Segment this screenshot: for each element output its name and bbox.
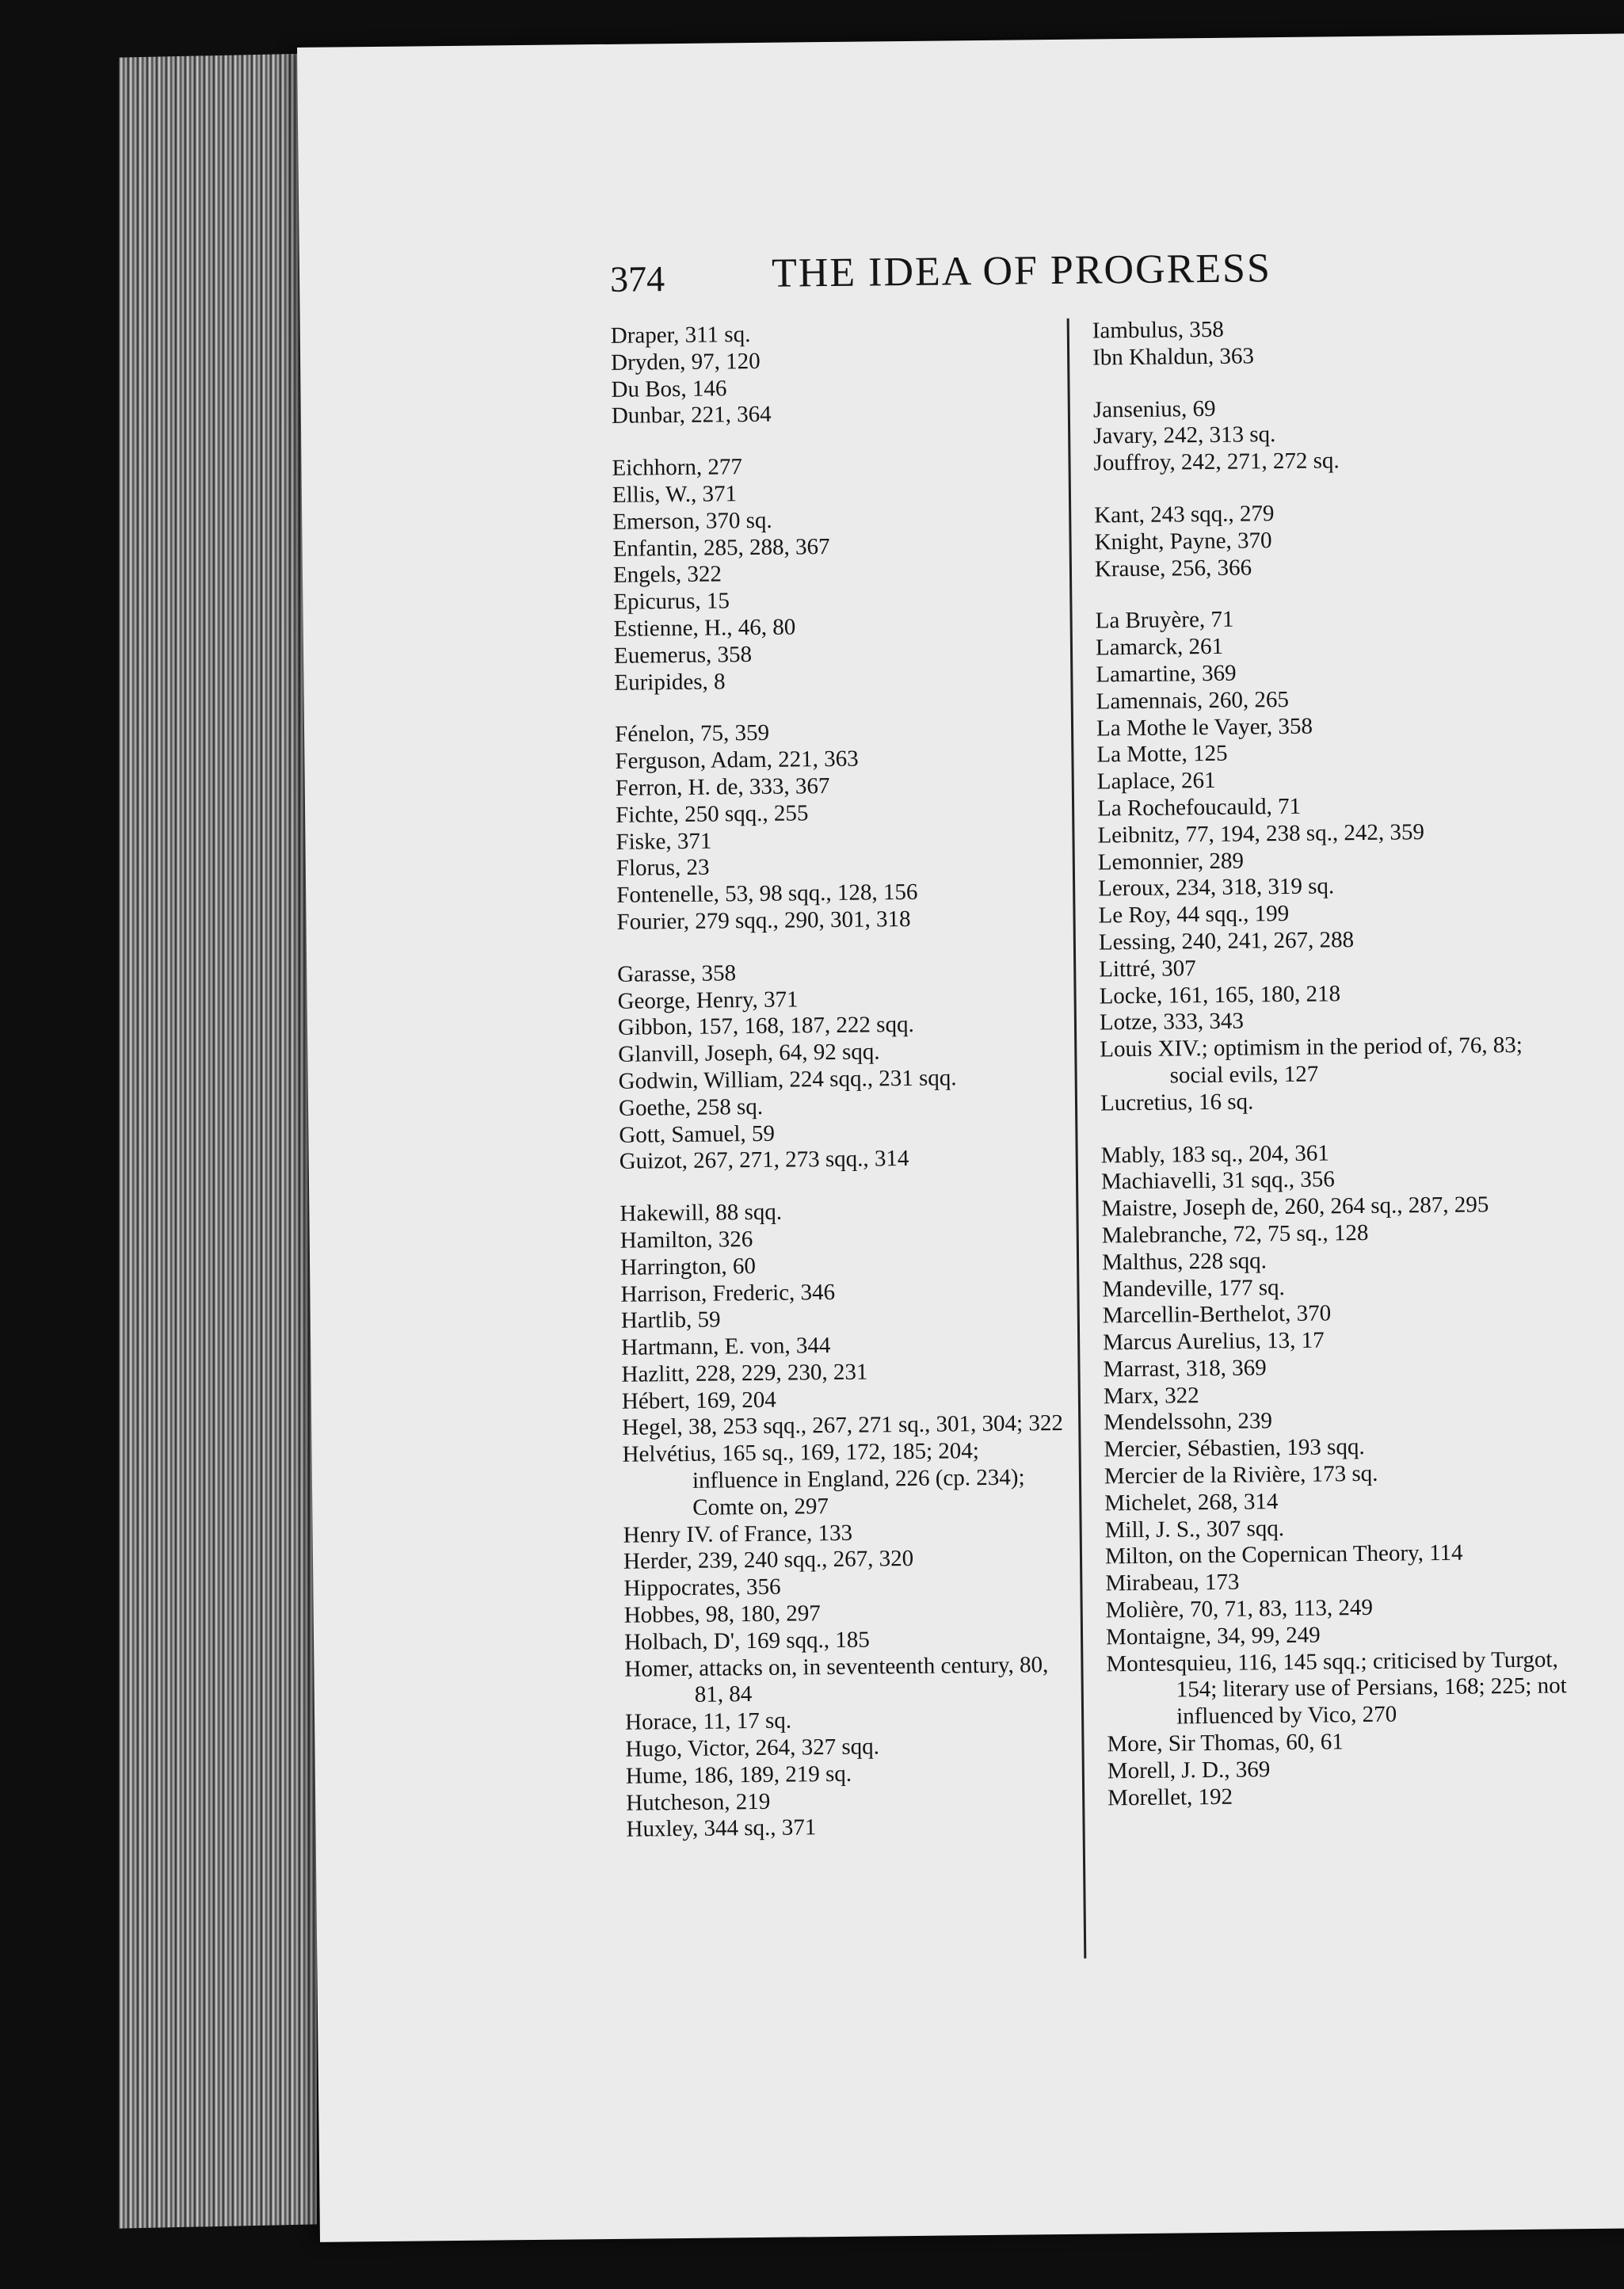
index-entry: Morell, J. D., 369 <box>1107 1757 1271 1784</box>
book-page <box>297 33 1624 2242</box>
index-entry: Gott, Samuel, 59 <box>619 1120 776 1148</box>
column-divider <box>1067 319 1087 1959</box>
index-entry: Jansenius, 69 <box>1092 395 1216 423</box>
index-entry: Marx, 322 <box>1103 1382 1199 1410</box>
index-entry: Mercier, Sébastien, 193 sqq. <box>1104 1434 1365 1463</box>
index-entry: Marcellin-Berthelot, 370 <box>1102 1300 1332 1329</box>
index-entry: Hamilton, 326 <box>619 1226 753 1253</box>
index-entry: Locke, 161, 165, 180, 218 <box>1099 980 1341 1009</box>
index-entry: Mirabeau, 173 <box>1105 1569 1240 1597</box>
index-entry: La Rochefoucauld, 71 <box>1096 793 1302 822</box>
index-entry: Harrington, 60 <box>619 1253 757 1280</box>
index-entry: Guizot, 267, 271, 273 sqq., 314 <box>619 1146 909 1175</box>
index-entry: Mably, 183 sq., 204, 361 <box>1100 1139 1329 1168</box>
index-entry: Lamennais, 260, 265 <box>1096 686 1290 715</box>
index-entry: Milton, on the Copernican Theory, 114 <box>1104 1540 1463 1570</box>
index-entry: La Bruyère, 71 <box>1095 607 1234 634</box>
index-entry: Jouffroy, 242, 271, 272 sq. <box>1093 448 1340 476</box>
index-column-right <box>1092 313 1584 1812</box>
index-entry: Malebranche, 72, 75 sq., 128 <box>1101 1219 1369 1249</box>
index-entry: Enfantin, 285, 288, 367 <box>612 533 830 562</box>
index-entry: Ellis, W., 371 <box>612 481 738 508</box>
index-entry: Iambulus, 358 <box>1092 316 1224 344</box>
index-entry: Du Bos, 146 <box>611 375 727 402</box>
index-entry: Hobbes, 98, 180, 297 <box>623 1600 822 1628</box>
book-page-edges <box>119 53 317 2228</box>
index-entry: More, Sir Thomas, 60, 61 <box>1107 1729 1344 1757</box>
index-entry: Ferron, H. de, 333, 367 <box>615 773 830 801</box>
page-number: 374 <box>609 258 665 299</box>
index-entry: Hébert, 169, 204 <box>621 1387 776 1414</box>
index-entry: La Mothe le Vayer, 358 <box>1096 713 1313 742</box>
index-entry: Hippocrates, 356 <box>623 1574 781 1602</box>
index-column-left <box>611 319 1070 1844</box>
index-entry: Lucretius, 16 sq. <box>1100 1089 1254 1116</box>
index-entry: Lemonnier, 289 <box>1097 848 1245 876</box>
index-entry: Florus, 23 <box>616 854 710 882</box>
index-entry: Mill, J. S., 307 sqq. <box>1104 1515 1285 1543</box>
index-entry: Emerson, 370 sq. <box>612 507 772 535</box>
index-entry: Lamartine, 369 <box>1096 660 1237 688</box>
index-entry: Dunbar, 221, 364 <box>611 402 772 429</box>
index-entry: Krause, 256, 366 <box>1094 554 1252 582</box>
index-entry: Javary, 242, 313 sq. <box>1093 422 1276 449</box>
index-entry: Morellet, 192 <box>1107 1784 1233 1811</box>
index-entry: Machiavelli, 31 sqq., 356 <box>1100 1166 1335 1195</box>
index-entry: Kant, 243 sqq., 279 <box>1094 501 1275 528</box>
index-entry: Malthus, 228 sqq. <box>1101 1247 1268 1276</box>
index-entry: Draper, 311 sq. <box>610 322 751 349</box>
index-entry: Hugo, Victor, 264, 327 sqq. <box>625 1734 880 1762</box>
index-entry: Leibnitz, 77, 194, 238 sq., 242, 359 <box>1097 818 1425 849</box>
index-entry: George, Henry, 371 <box>617 986 799 1014</box>
index-entry: Glanvill, Joseph, 64, 92 sqq. <box>618 1039 880 1067</box>
index-entry: Ferguson, Adam, 221, 363 <box>615 746 859 775</box>
index-entry: Hartmann, E. von, 344 <box>621 1333 831 1360</box>
index-entry: Garasse, 358 <box>617 959 737 987</box>
index-entry: Leroux, 234, 318, 319 sq. <box>1098 873 1335 902</box>
index-entry: Hume, 186, 189, 219 sq. <box>625 1761 852 1789</box>
index-entry: Holbach, D', 169 sqq., 185 <box>623 1627 870 1655</box>
index-entry: Knight, Payne, 370 <box>1094 527 1272 555</box>
index-entry: Fiske, 371 <box>616 828 712 855</box>
index-entry: Hartlib, 59 <box>620 1307 721 1334</box>
index-entry: Lamarck, 261 <box>1095 633 1224 661</box>
index-entry: Marrast, 318, 369 <box>1103 1355 1267 1383</box>
index-entry: Homer, attacks on, in seventeenth century, 80, 81, 84 <box>624 1651 1049 1708</box>
index-entry: Hutcheson, 219 <box>626 1788 771 1816</box>
index-entry: Molière, 70, 71, 83, 113, 249 <box>1105 1594 1374 1623</box>
index-entry: Hegel, 38, 253 sqq., 267, 271 sq., 301, 304; 322 <box>622 1410 1064 1441</box>
index-entry: Epicurus, 15 <box>613 588 730 616</box>
index-entry: Huxley, 344 sq., 371 <box>626 1814 817 1843</box>
index-entry: Laplace, 261 <box>1096 768 1216 795</box>
index-entry: Michelet, 268, 314 <box>1104 1489 1279 1516</box>
index-entry: Littré, 307 <box>1099 955 1196 982</box>
index-entry: Le Roy, 44 sqq., 199 <box>1098 901 1290 929</box>
index-entry: Fontenelle, 53, 98 sqq., 128, 156 <box>616 879 918 908</box>
index-entry: Dryden, 97, 120 <box>611 348 761 376</box>
running-title: THE IDEA OF PROGRESS <box>771 246 1272 296</box>
index-entry: Fichte, 250 sqq., 255 <box>615 800 809 828</box>
index-entry: Montaigne, 34, 99, 249 <box>1105 1622 1321 1650</box>
index-entry: Horace, 11, 17 sq. <box>624 1707 792 1736</box>
index-entry: Godwin, William, 224 sqq., 231 sqq. <box>618 1065 957 1094</box>
index-entry: Louis XIV.; optimism in the period of, 76, 83; social evils, 127 <box>1100 1032 1523 1089</box>
index-entry: Eichhorn, 277 <box>612 454 743 482</box>
index-entry: Mercier de la Rivière, 173 sq. <box>1104 1460 1378 1490</box>
index-entry: Hakewill, 88 sqq. <box>619 1199 783 1227</box>
index-entry: Mandeville, 177 sq. <box>1102 1274 1285 1302</box>
index-entry: Lotze, 333, 343 <box>1099 1008 1245 1036</box>
index-entry: Montesquieu, 116, 145 sqq.; criticised by Turgot, 154; literary use of Persians, 168; 225; not influenced by Vico, 270 <box>1106 1646 1567 1730</box>
index-entry: Helvétius, 165 sq., 169, 172, 185; 204; influence in England, 226 (cp. 234); Comte on, 297 <box>622 1438 1025 1520</box>
index-entry: Ibn Khaldun, 363 <box>1092 343 1255 371</box>
index-entry: Hazlitt, 228, 229, 230, 231 <box>621 1359 868 1387</box>
index-entry: Euemerus, 358 <box>613 641 753 669</box>
index-entry: Fourier, 279 sqq., 290, 301, 318 <box>616 906 911 935</box>
index-entry: Harrison, Frederic, 346 <box>620 1279 836 1307</box>
index-entry: Mendelssohn, 239 <box>1104 1408 1273 1436</box>
index-entry: Maistre, Joseph de, 260, 264 sq., 287, 295 <box>1101 1192 1489 1222</box>
index-entry: Goethe, 258 sq. <box>618 1093 764 1121</box>
index-entry: Lessing, 240, 241, 267, 288 <box>1098 927 1355 956</box>
index-entry: Estienne, H., 46, 80 <box>613 614 796 642</box>
index-entry: Henry IV. of France, 133 <box>623 1520 853 1548</box>
index-entry: Fénelon, 75, 359 <box>614 720 770 748</box>
index-entry: Marcus Aurelius, 13, 17 <box>1103 1327 1325 1356</box>
index-entry: Gibbon, 157, 168, 187, 222 sqq. <box>617 1012 914 1041</box>
index-entry: Euripides, 8 <box>614 668 726 696</box>
index-entry: Herder, 239, 240 sqq., 267, 320 <box>623 1546 914 1575</box>
index-entry: Engels, 322 <box>612 561 722 589</box>
index-entry: La Motte, 125 <box>1096 741 1228 768</box>
